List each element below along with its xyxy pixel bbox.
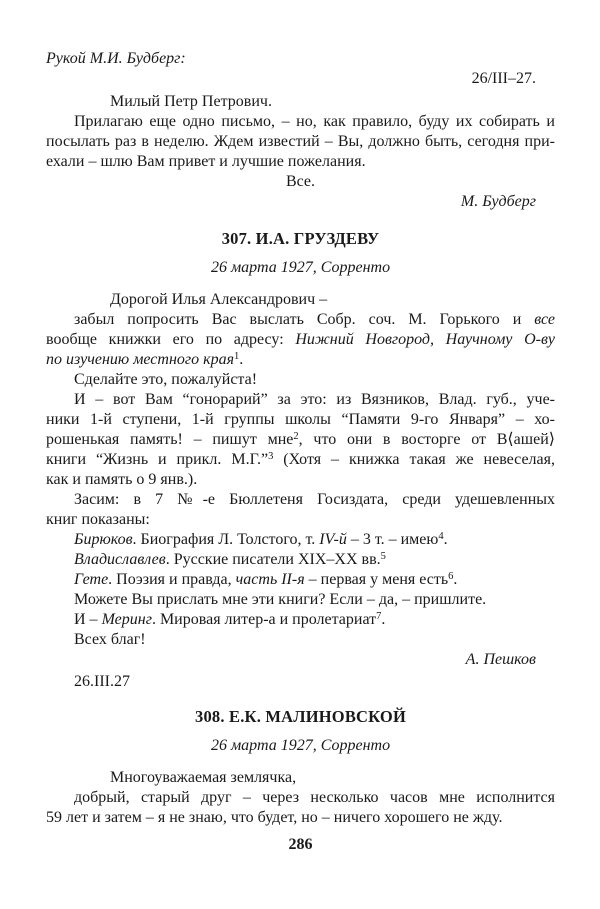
letter-line: И – вот Вам “гонорарий” за это: из Вязников, Влад. губ., уче- <box>74 391 555 408</box>
editor-hand-note: Рукой М.И. Будберг: <box>46 50 186 67</box>
letter-line: Всех благ! <box>74 631 146 648</box>
letter-308 <box>46 707 555 828</box>
letter-line: забыл попросить Вас выслать Собр. соч. М. Горького и все <box>74 311 555 328</box>
letter-line: ехали – шлю Вам привет и лучшие пожелания. <box>46 153 366 170</box>
letter-line: ники 1-й ступени, 1-й группы школы “Памяти 9-го Января” – хо- <box>46 411 555 428</box>
letter-line: Засим: в 7 №-е Бюллетеня Госиздата, среди удешевленных <box>74 491 555 508</box>
letter-line: как и память о 9 янв.). <box>46 471 198 488</box>
letter-date: 26/III–27. <box>471 70 536 87</box>
letter-306-continuation <box>46 49 555 212</box>
letter-dateline: 26 марта 1927, Сорренто <box>210 259 391 276</box>
book-list-item: Владиславлев. Русские писатели XIX–XX вв.$^5$ <box>74 551 386 568</box>
letter-line: 59 лет и затем – я не знаю, что будет, но – ничего хорошего не жду. <box>46 809 503 826</box>
letter-line: Прилагаю еще одно письмо, – но, как правило, буду их собирать и <box>74 113 555 130</box>
letter-line: добрый, старый друг – через несколько часов мне исполнится <box>74 789 555 806</box>
letter-date: 26.III.27 <box>74 673 130 690</box>
letter-heading: 307. И.А. ГРУЗДЕВУ <box>221 229 380 248</box>
book-list-item: Гете. Поэзия и правда, часть II-я – первая у меня есть$^6$. <box>74 571 458 588</box>
letter-line: Сделайте это, пожалуйста! <box>74 371 258 388</box>
letter-line: вообще книжки его по адресу: Нижний Новгород, Научному О-ву <box>46 331 555 348</box>
letter-line: посылать раз в неделю. Ждем известий – Вы, должно быть, сегодня при- <box>46 133 555 150</box>
letter-salutation: Многоуважаемая землячка, <box>110 769 297 786</box>
letter-line: по изучению местного края$^1$. <box>46 351 244 368</box>
page-number: 286 <box>288 836 313 853</box>
letter-line: книги “Жизнь и прикл. М.Г.”$^3$ (Хотя – книжка такая же невеселая, <box>46 451 556 468</box>
letter-salutation: Милый Петр Петрович. <box>110 93 272 110</box>
book-list-item: Бирюков. Биография Л. Толстого, т. IV-й – 3 т. – имею$^4$. <box>74 531 448 548</box>
letter-line: книг показаны: <box>46 511 150 528</box>
letter-closing: Все. <box>285 173 316 190</box>
letter-dateline: 26 марта 1927, Сорренто <box>210 737 391 754</box>
letter-line: И – Меринг. Мировая литер-а и пролетариат$^7$. <box>74 611 386 628</box>
letter-heading: 308. Е.К. МАЛИНОВСКОЙ <box>195 707 406 726</box>
letter-line: рошенькая память! – пишут мне$^2$, что они в восторге от В⟨ашей⟩ <box>46 431 555 448</box>
letter-307 <box>46 229 555 692</box>
letter-signature: А. Пешков <box>465 651 536 668</box>
letter-line: Можете Вы прислать мне эти книги? Если – да, – пришлите. <box>74 591 487 608</box>
letter-signature: М. Будберг <box>460 193 536 210</box>
letter-salutation: Дорогой Илья Александрович – <box>110 291 328 308</box>
